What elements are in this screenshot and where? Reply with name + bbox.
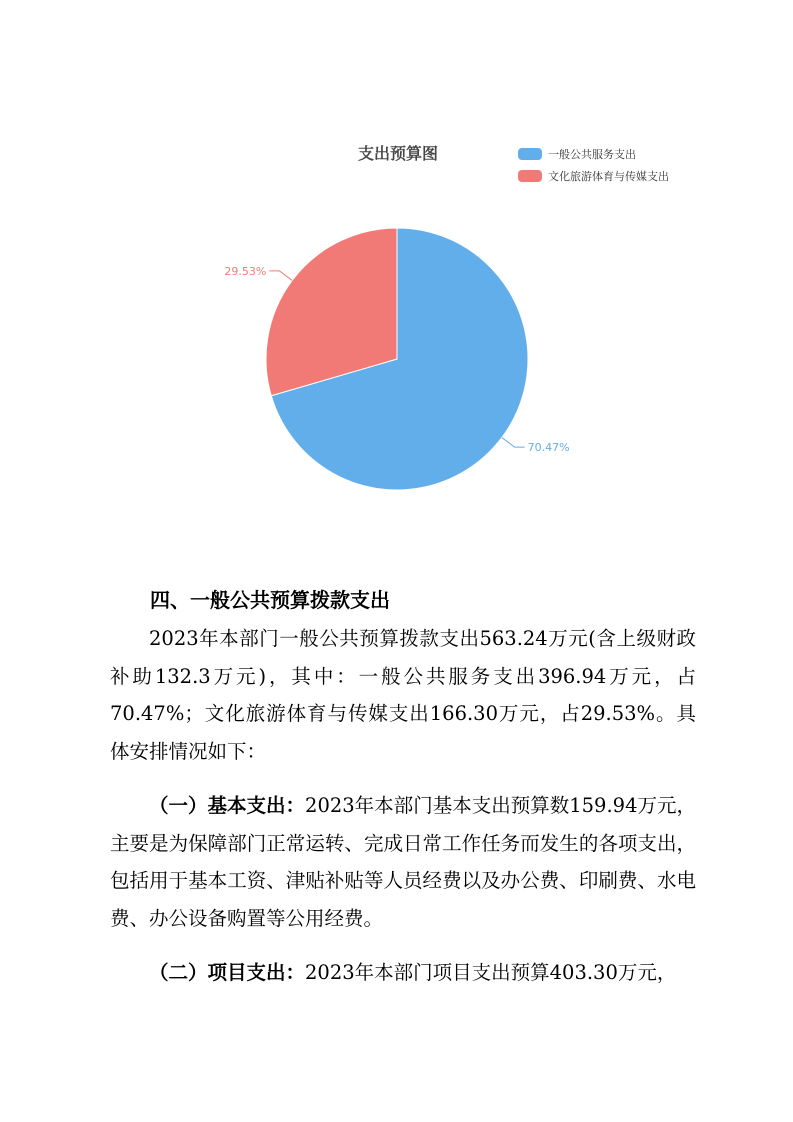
paragraph-project-expenditure bbox=[110, 954, 696, 992]
paragraph-overview: 2023年本部门一般公共预算拨款支出563.24万元(含上级财政补助132.3万元)，其中：一般公共服务支出396.94万元，占70.47%；文化旅游体育与传媒支出166.30万元，占29.53%。具体安排情况如下： bbox=[110, 627, 696, 763]
legend-label: 一般公共服务支出 bbox=[548, 148, 636, 161]
pie-chart bbox=[0, 0, 793, 560]
basic-expenditure-text: 2023年本部门基本支出预算数159.94万元，主要是为保障部门正常运转、完成日常工作任务而发生的各项支出，包括用于基本工资、津贴补贴等人员经费以及办公费、印刷费、水电费、办公设备购置等公用经费。 bbox=[110, 794, 696, 930]
legend-label: 文化旅游体育与传媒支出 bbox=[548, 170, 669, 183]
chart-title: 支出预算图 bbox=[357, 144, 438, 163]
project-expenditure-text: 2023年本部门项目支出预算403.30万元， bbox=[305, 961, 677, 984]
pie-leader-line-1 bbox=[269, 271, 292, 281]
project-expenditure-label: （二）项目支出： bbox=[149, 961, 306, 984]
basic-expenditure-label: （一）基本支出： bbox=[149, 794, 306, 817]
pie-data-label-0: 70.47% bbox=[527, 441, 570, 455]
pie-data-label-1: 29.53% bbox=[224, 264, 267, 278]
pie-svg bbox=[0, 0, 793, 560]
section-heading: 四、一般公共预算拨款支出 bbox=[150, 588, 390, 612]
pie-leader-line-0 bbox=[502, 438, 525, 448]
paragraph-basic-expenditure bbox=[110, 787, 696, 937]
